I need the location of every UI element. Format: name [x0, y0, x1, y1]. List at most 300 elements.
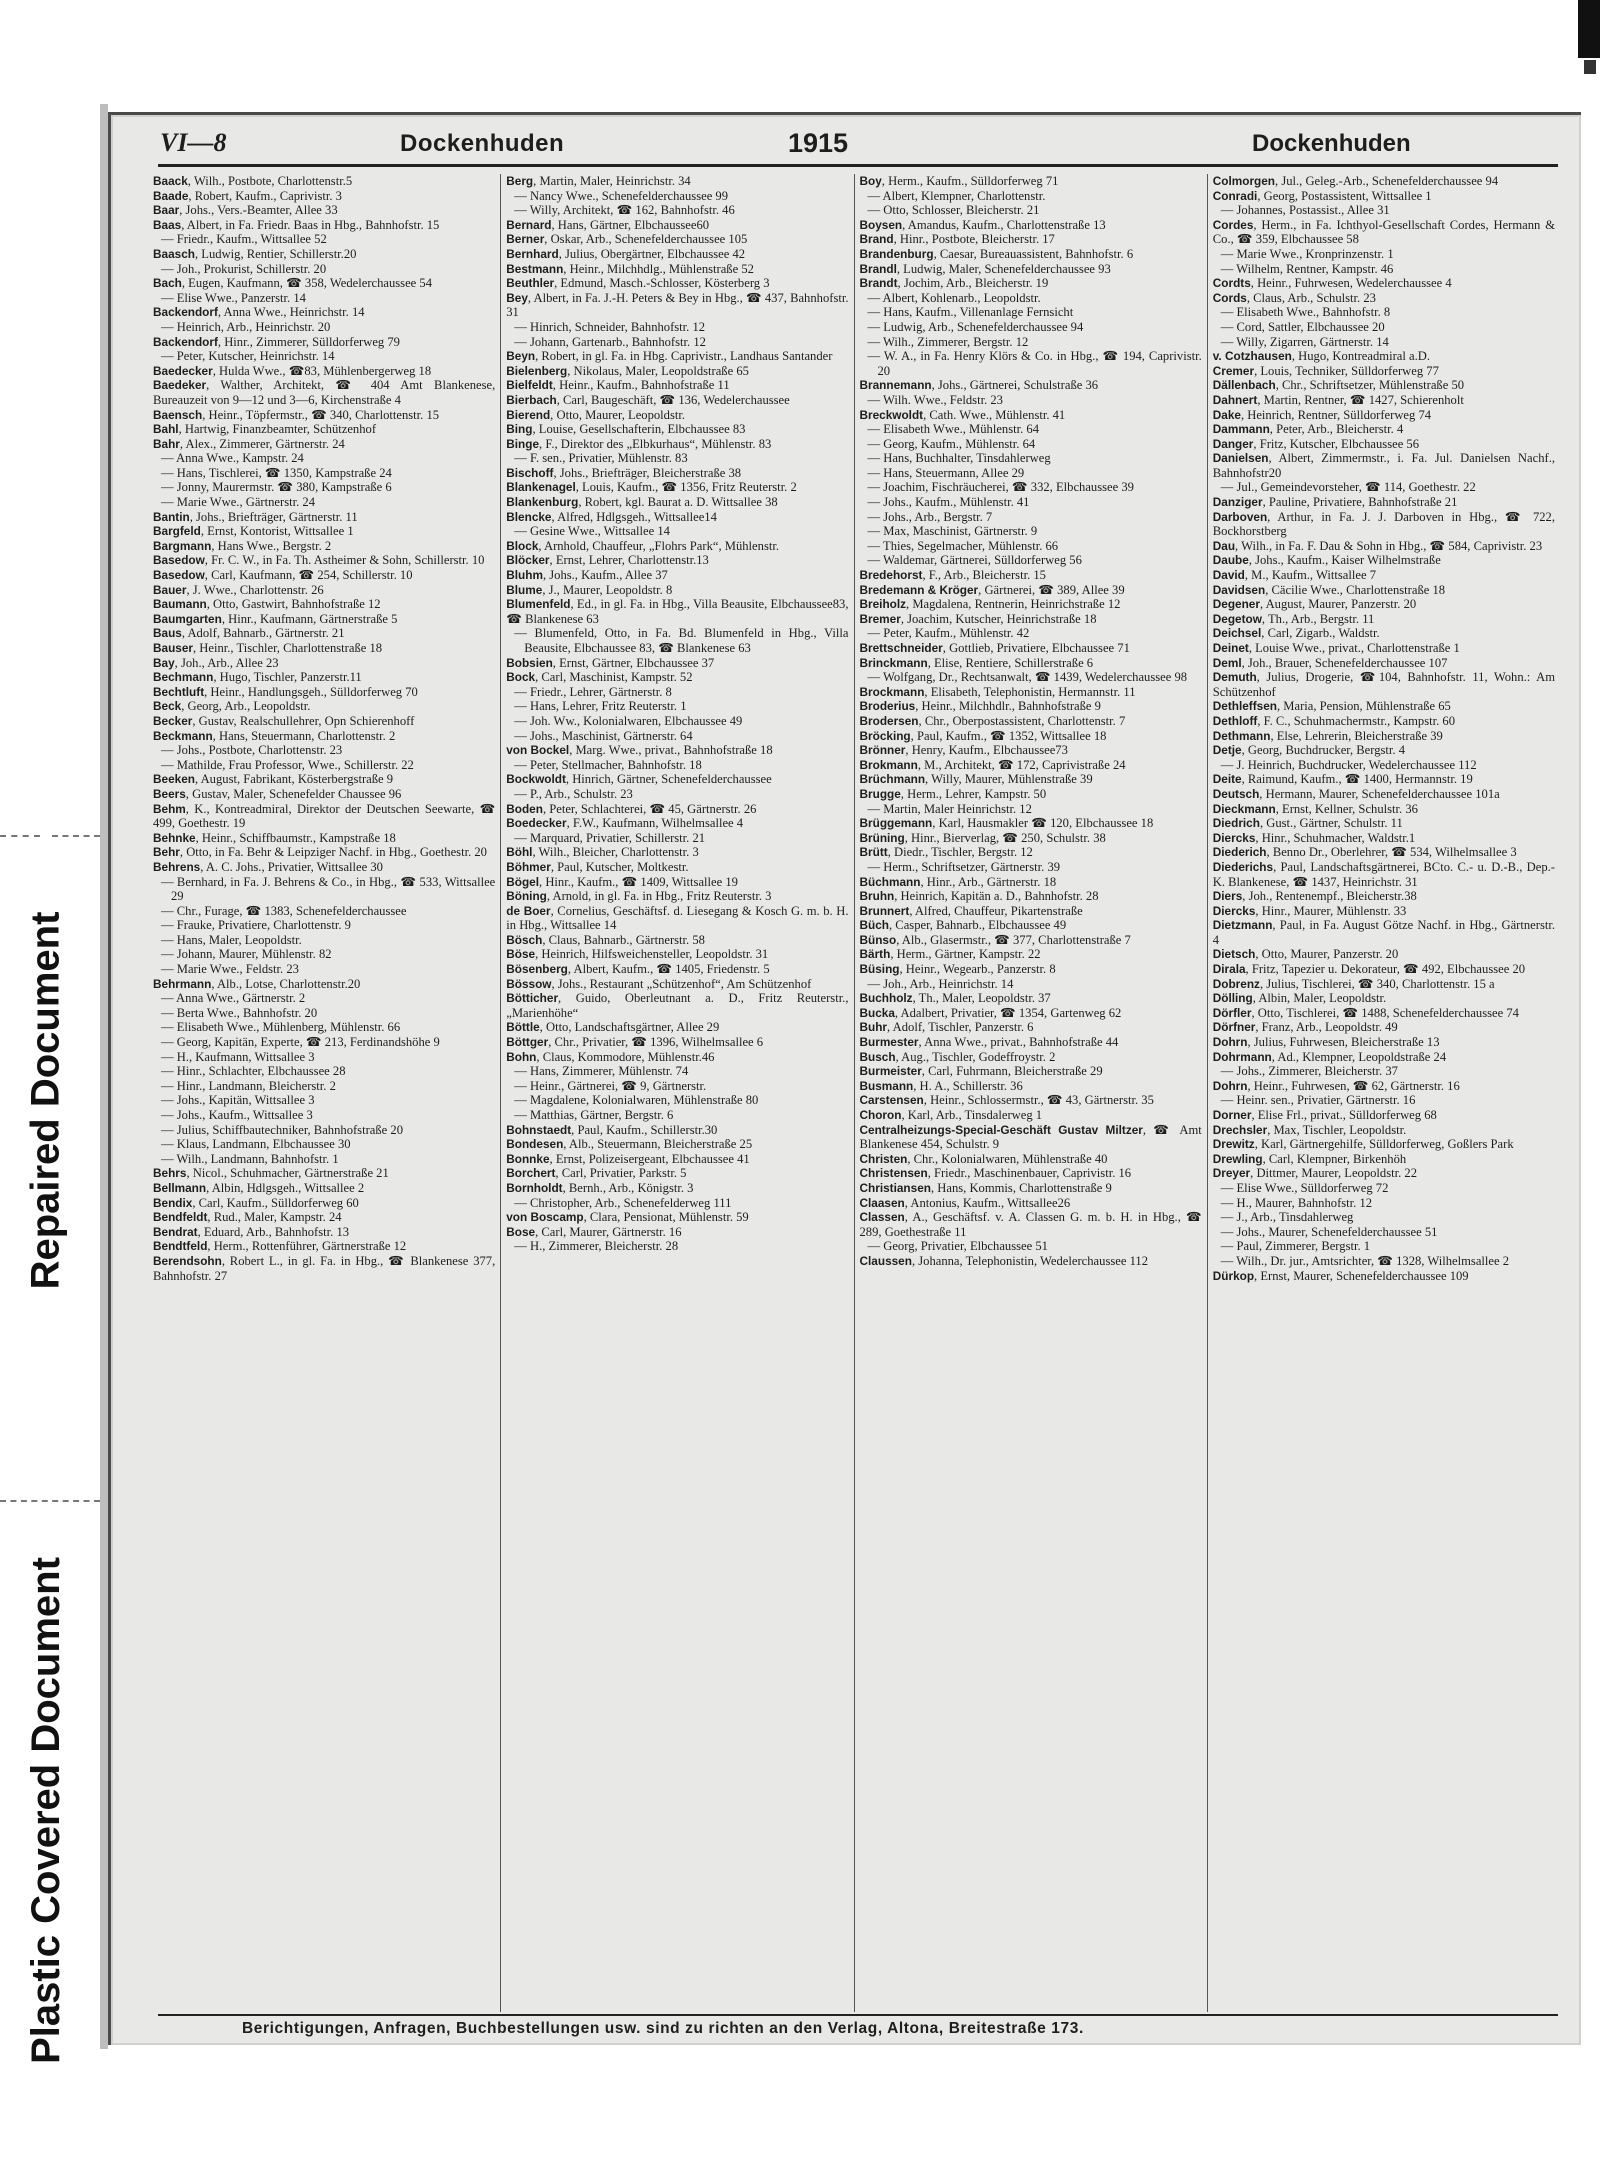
directory-entry: Brokmann, M., Architekt, ☎ 172, Caprivistraße 24 [859, 757, 1126, 772]
directory-entry: Bögel, Hinr., Kaufm., ☎ 1409, Wittsallee 19 [506, 874, 738, 889]
directory-entry: Bruhn, Heinrich, Kapitän a. D., Bahnhofstr. 28 [859, 889, 1099, 904]
directory-entry: — Wilh. Wwe., Feldstr. 23 [867, 392, 1003, 407]
header-rule [158, 164, 1558, 167]
directory-entry: Brandl, Ludwig, Maler, Schenefelderchaussee 93 [859, 261, 1111, 276]
directory-entry: Danziger, Pauline, Privatiere, Bahnhofstraße 21 [1212, 495, 1458, 510]
directory-entry: Choron, Karl, Arb., Tinsdalerweg 1 [859, 1108, 1043, 1122]
directory-entry: Brettschneider, Gottlieb, Privatiere, Elbchaussee 71 [859, 641, 1130, 655]
directory-entry: — Johann, Maurer, Mühlenstr. 82 [161, 947, 332, 962]
directory-entry: Diers, Joh., Rentenempf., Bleicherstr.38 [1212, 889, 1417, 904]
directory-entry: Bischoff, Johs., Briefträger, Bleicherstraße 38 [506, 465, 742, 480]
directory-entry: Bendrat, Eduard, Arb., Bahnhofstr. 13 [153, 1224, 350, 1239]
directory-entry: Bockwoldt, Hinrich, Gärtner, Schenefelderchaussee [506, 772, 772, 787]
directory-entry: Bärth, Herm., Gärtner, Kampstr. 22 [859, 947, 1041, 962]
directory-entry: — Elisabeth Wwe., Mühlenstr. 64 [867, 422, 1040, 437]
directory-entry: Büch, Casper, Bahnarb., Elbchaussee 49 [859, 918, 1067, 933]
directory-entry: Backendorf, Hinr., Zimmerer, Sülldorferweg 79 [153, 334, 400, 349]
directory-entry: Claasen, Antonius, Kaufm., Wittsallee26 [859, 1195, 1071, 1210]
directory-entry: Boedecker, F.W., Kaufmann, Wilhelmsallee 4 [506, 816, 744, 831]
directory-entry: — Johs., Maschinist, Gärtnerstr. 64 [514, 728, 693, 743]
directory-entry: — Friedr., Kaufm., Wittsallee 52 [161, 232, 327, 247]
directory-entry: — Christopher, Arb., Schenefelderweg 111 [514, 1195, 732, 1210]
directory-entry: — Friedr., Lehrer, Gärtnerstr. 8 [514, 684, 672, 699]
directory-entry: — Cord, Sattler, Elbchaussee 20 [1220, 319, 1385, 334]
directory-entry: Bünso, Alb., Glasermstr., ☎ 377, Charlottenstraße 7 [859, 932, 1131, 947]
directory-entry: — Elise Wwe., Panzerstr. 14 [161, 290, 306, 305]
directory-entry: Bösenberg, Albert, Kaufm., ☎ 1405, Friedenstr. 5 [506, 962, 770, 977]
directory-entry: Brand, Hinr., Postbote, Bleicherstr. 17 [859, 232, 1055, 247]
directory-entry: — Herm., Schriftsetzer, Gärtnerstr. 39 [867, 859, 1061, 874]
directory-entry: Brandenburg, Caesar, Bureauassistent, Bahnhofstr. 6 [859, 246, 1134, 261]
directory-entry: Dirala, Fritz, Tapezier u. Dekorateur, ☎ 492, Elbchaussee 20 [1212, 962, 1526, 977]
directory-entry: Böhmer, Paul, Kutscher, Moltkestr. [506, 859, 689, 874]
directory-entry: — Hinr., Landmann, Bleicherstr. 2 [161, 1078, 336, 1093]
directory-entry: — Jonny, Maurermstr. ☎ 380, Kampstraße 6 [161, 480, 392, 495]
directory-entry: Dethmann, Else, Lehrerin, Bleicherstraße 39 [1212, 728, 1443, 743]
page-reference: VI—8 [160, 128, 227, 157]
directory-entry: — Wilh., Dr. jur., Amtsrichter, ☎ 1328, Wilhelmsallee 2 [1220, 1253, 1510, 1268]
directory-entry: Cords, Claus, Arb., Schulstr. 23 [1212, 290, 1376, 305]
directory-entry: Brannemann, Johs., Gärtnerei, Schulstraße 36 [859, 378, 1099, 393]
directory-entry: — Wilh., Landmann, Bahnhofstr. 1 [161, 1151, 339, 1166]
directory-entry: — Georg, Privatier, Elbchaussee 51 [867, 1239, 1048, 1254]
directory-entry: Burmeister, Carl, Fuhrmann, Bleicherstraße 29 [859, 1064, 1103, 1079]
directory-entry: — Hans, Maler, Leopoldstr. [161, 932, 302, 947]
directory-entry: Bösch, Claus, Bahnarb., Gärtnerstr. 58 [506, 932, 705, 947]
directory-entry: — Elisabeth Wwe., Mühlenberg, Mühlenstr. 66 [161, 1020, 401, 1035]
directory-entry: Deinet, Louise Wwe., privat., Charlottenstraße 1 [1212, 641, 1460, 655]
directory-entry: — Bernhard, in Fa. J. Behrens & Co., in Hbg., ☎ 533, Wittsallee 29 [161, 874, 496, 904]
directory-column-2 [501, 174, 854, 2012]
directory-entry: Busmann, H. A., Schillerstr. 36 [859, 1078, 1023, 1093]
directory-entry: — Albert, Klempner, Charlottenstr. [867, 188, 1046, 203]
scan-corner-mark-small [1584, 60, 1596, 74]
directory-entry: Christiansen, Hans, Kommis, Charlottenstraße 9 [859, 1180, 1112, 1195]
directory-entry: Bendtfeld, Herm., Rottenführer, Gärtnerstraße 12 [153, 1239, 407, 1254]
directory-entry: Bestmann, Heinr., Milchhdlg., Mühlenstraße 52 [506, 261, 754, 276]
directory-entry: — Johs., Postbote, Charlottenstr. 23 [161, 743, 343, 758]
directory-entry: — Albert, Kohlenarb., Leopoldstr. [867, 290, 1041, 305]
directory-entry: — F. sen., Privatier, Mühlenstr. 83 [514, 451, 688, 466]
directory-entry: Bechmann, Hugo, Tischler, Panzerstr.11 [153, 670, 362, 685]
directory-entry: Bargfeld, Ernst, Kontorist, Wittsallee 1 [153, 524, 354, 539]
directory-entry: Bielfeldt, Heinr., Kaufm., Bahnhofstraße 11 [506, 378, 730, 393]
directory-entry: Böhl, Wilh., Bleicher, Charlottenstr. 3 [506, 845, 699, 860]
directory-entry: Becker, Gustav, Realschullehrer, Opn Schierenhoff [153, 713, 415, 728]
directory-entry: Diederich, Benno Dr., Oberlehrer, ☎ 534, Wilhelmsallee 3 [1212, 845, 1517, 860]
directory-entry: Davidsen, Cäcilie Wwe., Charlottenstraße 18 [1212, 582, 1446, 597]
directory-entry: Busch, Aug., Tischler, Godeffroystr. 2 [859, 1049, 1056, 1064]
directory-entry: Burmester, Anna Wwe., privat., Bahnhofstraße 44 [859, 1035, 1119, 1050]
directory-entry: Dohrn, Heinr., Fuhrwesen, ☎ 62, Gärtnerstr. 16 [1212, 1078, 1460, 1093]
directory-entry: de Boer, Cornelius, Geschäftsf. d. Liesegang & Kosch G. m. b. H. in Hbg., Wittsallee 14 [506, 903, 849, 933]
repaired-document-label [0, 820, 92, 1380]
directory-entry: — Johs., Zimmerer, Bleicherstr. 37 [1220, 1064, 1398, 1079]
directory-entry: — Joh., Prokurist, Schillerstr. 20 [161, 261, 327, 276]
directory-entry: Berg, Martin, Maler, Heinrichstr. 34 [506, 174, 691, 188]
directory-entry: Beeken, August, Fabrikant, Kösterbergstraße 9 [153, 772, 394, 787]
directory-entry: Drewling, Carl, Klempner, Birkenhöh [1212, 1151, 1407, 1166]
directory-entry: Diercks, Hinr., Schuhmacher, Waldstr.1 [1212, 830, 1416, 845]
directory-entry: Diederichs, Paul, Landschaftsgärtnerei, BCto. C.- u. D.-B., Dep.-K. Blankenese, ☎ 1437, Heinrichstr. 31 [1212, 859, 1555, 889]
directory-entry: Bucka, Adalbert, Privatier, ☎ 1354, Gartenweg 62 [859, 1005, 1122, 1020]
directory-entry: Bierbach, Carl, Baugeschäft, ☎ 136, Wedelerchaussee [506, 392, 790, 407]
header-city-left: Dockenhuden [400, 130, 565, 157]
directory-entry: — Waldemar, Gärtnerei, Sülldorferweg 56 [867, 553, 1082, 568]
directory-entry: Danielsen, Albert, Zimmermstr., i. Fa. Jul. Danielsen Nachf., Bahnhofstr20 [1212, 451, 1555, 480]
directory-entry: Bargmann, Hans Wwe., Bergstr. 2 [153, 538, 332, 553]
directory-entry: Bötticher, Guido, Oberleutnant a. D., Fritz Reuterstr., „Marienhöhe“ [506, 991, 849, 1020]
directory-entry: Brinckmann, Elise, Rentiere, Schillerstraße 6 [859, 655, 1094, 670]
directory-entry: Dietzmann, Paul, in Fa. August Götze Nachf. in Hbg., Gärtnerstr. 4 [1212, 918, 1555, 947]
directory-entry: Beckmann, Hans, Steuermann, Charlottenstr. 2 [153, 728, 396, 743]
directory-entry: — Johs., Kaufm., Mühlenstr. 41 [867, 495, 1030, 510]
directory-entry: Böse, Heinrich, Hilfsweichensteller, Leopoldstr. 31 [506, 947, 769, 962]
directory-entry: Cremer, Louis, Techniker, Sülldorferweg 77 [1212, 363, 1439, 378]
directory-entry: Baumann, Otto, Gastwirt, Bahnhofstraße 12 [153, 597, 381, 612]
directory-entry: Bose, Carl, Maurer, Gärtnerstr. 16 [506, 1224, 682, 1239]
directory-entry: Bach, Eugen, Kaufmann, ☎ 358, Wedelerchaussee 54 [153, 276, 433, 291]
directory-entry: Bahr, Alex., Zimmerer, Gärtnerstr. 24 [153, 436, 345, 451]
directory-entry: Dobrenz, Julius, Tischlerei, ☎ 340, Charlottenstr. 15 a [1212, 976, 1495, 991]
directory-entry: von Bockel, Marg. Wwe., privat., Bahnhofstraße 18 [506, 743, 773, 758]
directory-entry: Bondesen, Alb., Steuermann, Bleicherstraße 25 [506, 1137, 753, 1152]
directory-entry: Bay, Joh., Arb., Allee 23 [153, 655, 279, 670]
directory-entry: Dölling, Albin, Maler, Leopoldstr. [1212, 991, 1387, 1006]
directory-entry: — Wilh., Zimmerer, Bergstr. 12 [867, 334, 1029, 349]
directory-entry: Danger, Fritz, Kutscher, Elbchaussee 56 [1212, 436, 1420, 451]
directory-entry: — Georg, Kapitän, Experte, ☎ 213, Ferdinandshöhe 9 [161, 1035, 440, 1050]
directory-entry: — W. A., in Fa. Henry Klörs & Co. in Hbg., ☎ 194, Caprivistr. 20 [867, 349, 1202, 378]
directory-entry: — Nancy Wwe., Schenefelderchaussee 99 [514, 188, 729, 203]
page-edge-shadow [100, 104, 108, 2049]
plastic-covered-document-label [0, 1510, 92, 2110]
directory-entry: Degener, August, Maurer, Panzerstr. 20 [1212, 597, 1417, 612]
directory-entry: Bendix, Carl, Kaufm., Sülldorferweg 60 [153, 1195, 359, 1210]
directory-entry: Degetow, Th., Arb., Bergstr. 11 [1212, 611, 1375, 626]
directory-entry: Bernhard, Julius, Obergärtner, Elbchaussee 42 [506, 246, 746, 261]
directory-entry: — Joachim, Fischräucherei, ☎ 332, Elbchaussee 39 [867, 480, 1134, 495]
directory-entry: Dammann, Peter, Arb., Bleicherstr. 4 [1212, 422, 1404, 437]
directory-entry: Behnke, Heinr., Schiffbaumstr., Kampstraße 18 [153, 830, 396, 845]
directory-entry: — Hans, Lehrer, Fritz Reuterstr. 1 [514, 699, 687, 714]
directory-entry: Breiholz, Magdalena, Rentnerin, Heinrichstraße 12 [859, 597, 1121, 612]
directory-entry: — J. Heinrich, Buchdrucker, Wedelerchaussee 112 [1220, 757, 1477, 772]
directory-entry: Bredehorst, F., Arb., Bleicherstr. 15 [859, 568, 1046, 583]
footer-notice: Berichtigungen, Anfragen, Buchbestellungen usw. sind zu richten an den Verlag, Altona, Breitestraße 173. [242, 2020, 1084, 2037]
directory-entry: — Johs., Kaufm., Wittsallee 3 [161, 1108, 313, 1122]
directory-entry: — Wilhelm, Rentner, Kampstr. 46 [1220, 261, 1394, 276]
directory-entry: — Hans, Steuermann, Allee 29 [867, 465, 1025, 480]
directory-entry: — Willy, Zigarren, Gärtnerstr. 14 [1220, 334, 1389, 349]
directory-entry: — Hinrich, Schneider, Bahnhofstr. 12 [514, 319, 706, 334]
directory-entry: Deichsel, Carl, Zigarb., Waldstr. [1212, 626, 1380, 641]
directory-entry: Brüggemann, Karl, Hausmakler ☎ 120, Elbchaussee 18 [859, 816, 1154, 831]
directory-entry: Boden, Peter, Schlachterei, ☎ 45, Gärtnerstr. 26 [506, 801, 757, 816]
directory-entry: Bauer, J. Wwe., Charlottenstr. 26 [153, 582, 324, 597]
directory-entry: Broderius, Heinr., Milchhdlr., Bahnhofstraße 9 [859, 699, 1101, 714]
directory-entry: Blume, J., Maurer, Leopoldstr. 8 [506, 582, 673, 597]
directory-entry: Blöcker, Ernst, Lehrer, Charlottenstr.13 [506, 553, 709, 568]
directory-entry: Buchholz, Th., Maler, Leopoldstr. 37 [859, 991, 1051, 1006]
directory-column-4 [1208, 174, 1560, 2012]
repaired-marker-dash-top-2 [52, 835, 100, 837]
directory-entry: — Johannes, Postassist., Allee 31 [1220, 203, 1390, 218]
directory-entry: — Gesine Wwe., Wittsallee 14 [514, 524, 670, 539]
directory-entry: — Heinr. sen., Privatier, Gärtnerstr. 16 [1220, 1093, 1416, 1108]
directory-entry: Bellmann, Albin, Hdlgsgeh., Wittsallee 2 [153, 1180, 365, 1195]
directory-entry: — Julius, Schiffbautechniker, Bahnhofstraße 20 [161, 1122, 403, 1137]
directory-entry: — Blumenfeld, Otto, in Fa. Bd. Blumenfeld in Hbg., Villa Beausite, Elbchaussee 83, ☎ Blankenese 63 [514, 626, 849, 655]
directory-entry: — Martin, Maler Heinrichstr. 12 [867, 801, 1032, 816]
directory-entry: Basedow, Fr. C. W., in Fa. Th. Astheimer & Sohn, Schillerstr. 10 [153, 553, 485, 568]
directory-entry: — Marie Wwe., Kronprinzenstr. 1 [1220, 246, 1394, 261]
directory-entry: Baumgarten, Hinr., Kaufmann, Gärtnerstraße 5 [153, 611, 398, 626]
directory-entry: Brüchmann, Willy, Maurer, Mühlenstraße 39 [859, 772, 1093, 787]
directory-entry: — Marie Wwe., Gärtnerstr. 24 [161, 495, 315, 510]
directory-entry: Diercks, Hinr., Maurer, Mühlenstr. 33 [1212, 903, 1407, 918]
directory-entry: — Thies, Segelmacher, Mühlenstr. 66 [867, 538, 1059, 553]
directory-entry: Colmorgen, Jul., Geleg.-Arb., Schenefelderchaussee 94 [1212, 174, 1499, 188]
directory-entry: Behr, Otto, in Fa. Behr & Leipziger Nachf. in Hbg., Goethestr. 20 [153, 845, 487, 860]
page-header [160, 128, 1558, 158]
directory-entry: Dake, Heinrich, Rentner, Sülldorferweg 74 [1212, 407, 1432, 422]
scan-corner-mark [1578, 0, 1600, 58]
directory-entry: Baade, Robert, Kaufm., Caprivistr. 3 [153, 188, 342, 203]
directory-entry: Bluhm, Johs., Kaufm., Allee 37 [506, 568, 668, 583]
directory-entry: — Mathilde, Frau Professor, Wwe., Schillerstr. 22 [161, 757, 414, 772]
directory-entry: — H., Kaufmann, Wittsallee 3 [161, 1049, 315, 1064]
directory-entry: Block, Arnhold, Chauffeur, „Flohrs Park“, Mühlenstr. [506, 538, 779, 553]
directory-entry: Claussen, Johanna, Telephonistin, Wedelerchaussee 112 [859, 1253, 1148, 1268]
plastic-marker-dash [0, 1500, 100, 1502]
directory-entry: Behrs, Nicol., Schuhmacher, Gärtnerstraße 21 [153, 1166, 389, 1181]
directory-column-1 [148, 174, 501, 2012]
directory-entry: — Anna Wwe., Kampstr. 24 [161, 451, 304, 466]
directory-entry: Berner, Oskar, Arb., Schenefelderchaussee 105 [506, 232, 748, 247]
directory-entry: — Joh., Arb., Heinrichstr. 14 [867, 976, 1014, 991]
directory-entry: — J., Arb., Tinsdahlerweg [1220, 1210, 1354, 1225]
directory-entry: Christensen, Friedr., Maschinenbauer, Caprivistr. 16 [859, 1166, 1132, 1181]
header-city-right: Dockenhuden [1252, 130, 1411, 157]
directory-entry: — Peter, Stellmacher, Bahnhofstr. 18 [514, 757, 702, 772]
directory-entry: Böning, Arnold, in gl. Fa. in Hbg., Fritz Reuterstr. 3 [506, 889, 772, 904]
directory-entry: Baas, Albert, in Fa. Friedr. Baas in Hbg., Bahnhofstr. 15 [153, 217, 440, 232]
directory-entry: — Heinr., Gärtnerei, ☎ 9, Gärtnerstr. [514, 1078, 707, 1093]
directory-entry: Böttle, Otto, Landschaftsgärtner, Allee 29 [506, 1020, 720, 1035]
directory-entry: Buhr, Adolf, Tischler, Panzerstr. 6 [859, 1020, 1034, 1035]
directory-entry: — H., Zimmerer, Bleicherstr. 28 [514, 1239, 679, 1254]
directory-entry: Brüning, Hinr., Bierverlag, ☎ 250, Schulstr. 38 [859, 830, 1106, 845]
directory-entry: Dau, Wilh., in Fa. F. Dau & Sohn in Hbg., ☎ 584, Caprivistr. 23 [1212, 538, 1543, 553]
directory-entry: Demuth, Julius, Drogerie, ☎104, Bahnhofstr. 11, Wohn.: Am Schützenhof [1212, 670, 1555, 699]
directory-entry: Brunnert, Alfred, Chauffeur, Pikartenstraße [859, 903, 1083, 918]
directory-entry: — Berta Wwe., Bahnhofstr. 20 [161, 1005, 318, 1020]
directory-entry: — Johs., Kapitän, Wittsallee 3 [161, 1093, 315, 1108]
directory-entry: Beyn, Robert, in gl. Fa. in Hbg. Caprivistr., Landhaus Santander [506, 349, 833, 364]
directory-entry: Bahl, Hartwig, Finanzbeamter, Schützenhof [153, 422, 377, 437]
directory-entry: David, M., Kaufm., Wittsallee 7 [1212, 568, 1376, 583]
directory-entry: Boy, Herm., Kaufm., Sülldorferweg 71 [859, 174, 1059, 188]
directory-entry: Bössow, Johs., Restaurant „Schützenhof“, Am Schützenhof [506, 976, 812, 991]
directory-entry: Bendfeldt, Rud., Maler, Kampstr. 24 [153, 1210, 342, 1225]
directory-entry: Borchert, Carl, Privatier, Parkstr. 5 [506, 1166, 687, 1181]
directory-entry: Dreyer, Dittmer, Maurer, Leopoldstr. 22 [1212, 1166, 1418, 1181]
directory-entry: — P., Arb., Schulstr. 23 [514, 786, 633, 801]
directory-entry: v. Cotzhausen, Hugo, Kontreadmiral a.D. [1212, 349, 1430, 364]
directory-entry: Dethleffsen, Maria, Pension, Mühlenstraße 65 [1212, 699, 1451, 714]
directory-entry: — Anna Wwe., Gärtnerstr. 2 [161, 991, 306, 1006]
directory-entry: Blencke, Alfred, Hdlgsgeh., Wittsallee14 [506, 509, 717, 524]
directory-entry: Brugge, Herm., Lehrer, Kampstr. 50 [859, 786, 1047, 801]
directory-entry: Blankenburg, Robert, kgl. Baurat a. D. Wittsallee 38 [506, 495, 778, 510]
directory-entry: Drechsler, Max, Tischler, Leopoldstr. [1212, 1122, 1407, 1137]
directory-entry: — Heinrich, Arb., Heinrichstr. 20 [161, 319, 331, 334]
directory-entry: — Paul, Zimmerer, Bergstr. 1 [1220, 1239, 1371, 1254]
directory-entry: Dörfner, Franz, Arb., Leopoldstr. 49 [1212, 1020, 1398, 1035]
directory-entry: Bohnstaedt, Paul, Kaufm., Schillerstr.30 [506, 1122, 718, 1137]
directory-entry: Blankenagel, Louis, Kaufm., ☎ 1356, Fritz Reuterstr. 2 [506, 480, 797, 495]
directory-entry: Brockmann, Elisabeth, Telephonistin, Hermannstr. 11 [859, 684, 1136, 699]
directory-entry: Carstensen, Heinr., Schlossermstr., ☎ 43, Gärtnerstr. 35 [859, 1093, 1154, 1108]
directory-entry: Bredemann & Kröger, Gärtnerei, ☎ 389, Allee 39 [859, 582, 1125, 597]
repaired-marker-dash-top [0, 835, 40, 837]
directory-entry: Bey, Albert, in Fa. J.-H. Peters & Bey in Hbg., ☎ 437, Bahnhofstr. 31 [506, 290, 849, 320]
repaired-document-text: Repaired Document [23, 911, 68, 1289]
directory-entry: Bing, Louise, Gesellschafterin, Elbchaussee 83 [506, 422, 746, 437]
directory-entry: Beuthler, Edmund, Masch.-Schlosser, Kösterberg 3 [506, 276, 770, 291]
directory-entry: Dällenbach, Chr., Schriftsetzer, Mühlenstraße 50 [1212, 378, 1465, 393]
directory-entry: Bobsien, Ernst, Gärtner, Elbchaussee 37 [506, 655, 715, 670]
directory-entry: Dahnert, Martin, Rentner, ☎ 1427, Schierenholt [1212, 392, 1464, 407]
directory-entry: Binge, F., Direktor des „Elbkurhaus“, Mühlenstr. 83 [506, 436, 772, 451]
directory-entry: — Marie Wwe., Feldstr. 23 [161, 962, 299, 977]
directory-entry: — Peter, Kaufm., Mühlenstr. 42 [867, 626, 1030, 641]
directory-entry: Darboven, Arthur, in Fa. J. J. Darboven in Hbg., ☎ 722, Bockhorstberg [1212, 509, 1555, 539]
directory-entry: Boysen, Amandus, Kaufm., Charlottenstraße 13 [859, 217, 1106, 232]
directory-entry: Bornholdt, Bernh., Arb., Königstr. 3 [506, 1180, 694, 1195]
directory-entry: — Hans, Kaufm., Villenanlage Fernsicht [867, 305, 1074, 320]
directory-entry: Bonnke, Ernst, Polizeisergeant, Elbchaussee 41 [506, 1151, 750, 1166]
directory-entry: Bierend, Otto, Maurer, Leopoldstr. [506, 407, 686, 422]
directory-entry: Dürkop, Ernst, Maurer, Schenefelderchaussee 109 [1212, 1268, 1469, 1283]
directory-entry: Cordes, Herm., in Fa. Ichthyol-Gesellschaft Cordes, Hermann & Co., ☎ 359, Elbchaussee 58 [1212, 217, 1555, 247]
directory-entry: — Klaus, Landmann, Elbchaussee 30 [161, 1137, 351, 1152]
directory-entry: Cordts, Heinr., Fuhrwesen, Wedelerchaussee 4 [1212, 276, 1452, 291]
directory-entry: Basedow, Carl, Kaufmann, ☎ 254, Schillerstr. 10 [153, 568, 413, 583]
directory-entry: — Otto, Schlosser, Bleicherstr. 21 [867, 203, 1040, 218]
directory-column-3 [855, 174, 1208, 2012]
directory-entry: — Wolfgang, Dr., Rechtsanwalt, ☎ 1439, Wedelerchaussee 98 [867, 670, 1188, 685]
directory-entry: — Hans, Zimmerer, Mühlenstr. 74 [514, 1064, 689, 1079]
directory-entry: Böttger, Chr., Privatier, ☎ 1396, Wilhelmsallee 6 [506, 1035, 764, 1050]
footer-rule [158, 2014, 1558, 2016]
directory-entry: Daube, Johs., Kaufm., Kaiser Wilhelmstraße [1212, 553, 1441, 568]
directory-entry: Deite, Raimund, Kaufm., ☎ 1400, Hermannstr. 19 [1212, 772, 1473, 787]
header-year: 1915 [788, 128, 849, 158]
directory-entry: Büchmann, Hinr., Arb., Gärtnerstr. 18 [859, 874, 1057, 889]
directory-entry: — Willy, Architekt, ☎ 162, Bahnhofstr. 46 [514, 203, 735, 218]
directory-entry: Brodersen, Chr., Oberpostassistent, Charlottenstr. 7 [859, 713, 1126, 728]
directory-entry: — Frauke, Privatiere, Charlottenstr. 9 [161, 918, 351, 933]
directory-entry: Bröcking, Paul, Kaufm., ☎ 1352, Wittsallee 18 [859, 728, 1107, 743]
directory-entry: Beck, Georg, Arb., Leopoldstr. [153, 699, 311, 714]
directory-entry: Dorner, Elise Frl., privat., Sülldorferweg 68 [1212, 1108, 1437, 1122]
directory-entry: Behrens, A. C. Johs., Privatier, Wittsallee 30 [153, 859, 383, 874]
directory-entry: — Max, Maschinist, Gärtnerstr. 9 [867, 524, 1038, 539]
directory-columns [148, 174, 1560, 2012]
directory-entry: — Georg, Kaufm., Mühlenstr. 64 [867, 436, 1036, 451]
directory-entry: — Ludwig, Arb., Schenefelderchaussee 94 [867, 319, 1084, 334]
directory-entry: Dietsch, Otto, Maurer, Panzerstr. 20 [1212, 947, 1399, 962]
directory-entry: Dethloff, F. C., Schuhmachermstr., Kampstr. 60 [1212, 713, 1455, 728]
directory-entry: — Matthias, Gärtner, Bergstr. 6 [514, 1108, 674, 1122]
directory-entry: Baack, Wilh., Postbote, Charlottenstr.5 [153, 174, 353, 188]
directory-entry: Behm, K., Kontreadmiral, Direktor der Deutschen Seewarte, ☎ 499, Goethestr. 19 [153, 801, 496, 831]
directory-entry: Beers, Gustav, Maler, Schenefelder Chaussee 96 [153, 786, 402, 801]
directory-entry: — Joh. Ww., Kolonialwaren, Elbchaussee 49 [514, 713, 743, 728]
directory-entry: Baedecker, Hulda Wwe., ☎83, Mühlenbergerweg 18 [153, 363, 432, 378]
directory-entry: Berendsohn, Robert L., in gl. Fa. in Hbg., ☎ Blankenese 377, Bahnhofstr. 27 [153, 1253, 496, 1283]
directory-entry: Breckwoldt, Cath. Wwe., Mühlenstr. 41 [859, 407, 1066, 422]
directory-entry: Brandt, Jochim, Arb., Bleicherstr. 19 [859, 276, 1049, 291]
directory-entry: — Hinr., Schlachter, Elbchaussee 28 [161, 1064, 346, 1079]
directory-entry: Bernard, Hans, Gärtner, Elbchaussee60 [506, 217, 710, 232]
directory-entry: Baus, Adolf, Bahnarb., Gärtnerstr. 21 [153, 626, 345, 641]
directory-entry: Behrmann, Alb., Lotse, Charlottenstr.20 [153, 976, 361, 991]
directory-entry: Deutsch, Hermann, Maurer, Schenefelderchaussee 101a [1212, 786, 1500, 801]
directory-entry: — Hans, Tischlerei, ☎ 1350, Kampstraße 24 [161, 465, 392, 480]
directory-entry: Bantin, Johs., Briefträger, Gärtnerstr. 11 [153, 509, 358, 524]
directory-entry: — Magdalene, Kolonialwaren, Mühlenstraße 80 [514, 1093, 759, 1108]
directory-entry: Dohrn, Julius, Fuhrwesen, Bleicherstraße 13 [1212, 1035, 1440, 1050]
directory-entry: — Elise Wwe., Sülldorferweg 72 [1220, 1180, 1389, 1195]
directory-entry: — H., Maurer, Bahnhofstr. 12 [1220, 1195, 1373, 1210]
directory-entry: — Jul., Gemeindevorsteher, ☎ 114, Goethestr. 22 [1220, 480, 1476, 495]
directory-entry: Centralheizungs-Special-Geschäft Gustav Miltzer, ☎ Amt Blankenese 454, Schulstr. 9 [859, 1122, 1202, 1152]
directory-entry: Backendorf, Anna Wwe., Heinrichstr. 14 [153, 305, 365, 320]
directory-entry: Bechtluft, Heinr., Handlungsgeh., Sülldorferweg 70 [153, 684, 418, 699]
directory-entry: Baedeker, Walther, Architekt, ☎ 404 Amt Blankenese, Bureauzeit von 9—12 und 3—6, Kirchenstraße 4 [153, 378, 496, 407]
directory-entry: — Johs., Maurer, Schenefelderchaussee 51 [1220, 1224, 1438, 1239]
directory-entry: Büsing, Heinr., Wegearb., Panzerstr. 8 [859, 962, 1056, 977]
directory-entry: Dörfler, Otto, Tischlerei, ☎ 1488, Schenefelderchaussee 74 [1212, 1005, 1519, 1020]
directory-entry: — Johs., Arb., Bergstr. 7 [867, 509, 993, 524]
directory-entry: Deml, Joh., Brauer, Schenefelderchaussee 107 [1212, 655, 1448, 670]
directory-entry: Bauser, Heinr., Tischler, Charlottenstraße 18 [153, 641, 383, 655]
directory-entry: — Peter, Kutscher, Heinrichstr. 14 [161, 349, 335, 364]
directory-entry: Drewitz, Karl, Gärtnergehilfe, Sülldorferweg, Goßlers Park [1212, 1137, 1514, 1152]
directory-entry: Diedrich, Gust., Gärtner, Schulstr. 11 [1212, 816, 1403, 831]
directory-entry: Conradi, Georg, Postassistent, Wittsallee 1 [1212, 188, 1432, 203]
directory-entry: Bohn, Claus, Kommodore, Mühlenstr.46 [506, 1049, 715, 1064]
directory-entry: — Elisabeth Wwe., Bahnhofstr. 8 [1220, 305, 1391, 320]
directory-entry: Dieckmann, Ernst, Kellner, Schulstr. 36 [1212, 801, 1418, 816]
directory-entry: Blumenfeld, Ed., in gl. Fa. in Hbg., Villa Beausite, Elbchaussee83, ☎ Blankenese 63 [506, 597, 849, 626]
plastic-covered-document-text: Plastic Covered Document [23, 1556, 68, 2064]
directory-entry: Bock, Carl, Maschinist, Kampstr. 52 [506, 670, 693, 685]
directory-entry: Bremer, Joachim, Kutscher, Heinrichstraße 18 [859, 611, 1097, 626]
directory-entry: Baasch, Ludwig, Rentier, Schillerstr.20 [153, 246, 357, 261]
directory-entry: Baar, Johs., Vers.-Beamter, Allee 33 [153, 203, 338, 218]
directory-entry: Dohrmann, Ad., Klempner, Leopoldstraße 24 [1212, 1049, 1447, 1064]
directory-entry: von Boscamp, Clara, Pensionat, Mühlenstr. 59 [506, 1210, 749, 1225]
directory-entry: — Hans, Buchhalter, Tinsdahlerweg [867, 451, 1051, 466]
directory-entry: Bielenberg, Nikolaus, Maler, Leopoldstraße 65 [506, 363, 749, 378]
directory-entry: Baensch, Heinr., Töpfermstr., ☎ 340, Charlottenstr. 15 [153, 407, 440, 422]
directory-entry: Brönner, Henry, Kaufm., Elbchaussee73 [859, 743, 1068, 758]
directory-entry: Classen, A., Geschäftsf. v. A. Classen G. m. b. H. in Hbg., ☎ 289, Goethestraße 11 [859, 1210, 1202, 1239]
